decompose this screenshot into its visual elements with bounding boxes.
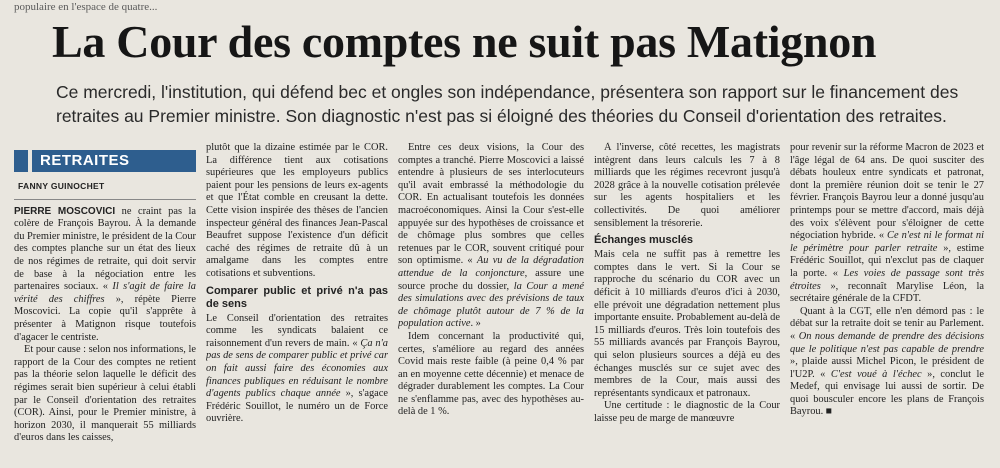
text: Entre ces deux visions, la Cour des comptes a tranché. Pierre Moscovici a laissé entendre à plusieurs de ses interlocuteurs qu'il avait embrassé la méthodologie du COR. En actualisant toutefois les données macroéconomiques. Ainsi la Cour s'est-elle appuyée sur des hypothèses de croissance et de chômage plus sombres que celles retenues par le COR, souvent critiqué pour son optimisme. « [398,142,584,267]
subheading: Comparer public et privé n'a pas de sens [206,284,388,310]
standfirst: Ce mercredi, l'institution, qui défend bec et ongles son indépendance, présentera son rapport sur le financement des retraites au Premier ministre. Son diagnostic n'est pas si éloigné des théories du Conseil d'orientation des retraites. [56,82,959,126]
paragraph [206,313,388,426]
quote: Au vu de la dégradation attendue de la conjoncture [398,255,584,279]
text: . » [470,318,481,330]
quote: On nous demande de prendre des décisions que le politique n'est pas capable de prendre [790,330,984,355]
paragraph: Mais cela ne suffit pas à remettre les comptes dans le vert. Si la Cour se rapproche du scénario du COR avec un déficit à 10 milliards d'euros d'ici à 2030, elle prévoit une dégradation nettement plus importante ensuite. Probablement au-delà de 15 milliards d'euros. Très loin toutefois des 55 milliards avancés par François Bayrou, qui selon plusieurs sources a déjà eu des échanges musclés sur ce sujet avec des membres de la Cour, mais aussi des représentants syndicaux et patronaux. [594,249,780,399]
byline-rule [14,199,196,200]
text: », reconnaît Marylise Léon, la secrétaire générale de la CFDT. [790,280,984,305]
text: », plaide aussi Michel Picon, le président de l'U2P. « [790,356,984,380]
rubric-label: RETRAITES [32,150,196,172]
column-2 [206,142,388,468]
paragraph [14,206,196,345]
paragraph: Et pour cause : selon nos informations, le rapport de la Cour des comptes ne retient pas la théorie selon laquelle le déficit des régimes serait bien supérieur à celui établi par le Conseil d'orientation des retraites (COR). Ainsi, pour le Premier ministre, à horizon 2030, il manquerait 55 milliards d'euros dans les caisses, [14,344,196,444]
quote: Ça n'a pas de sens de comparer public et privé car on fait aussi faire des économies aux finances publiques en réduisant le nombre d'agents publics chaque année [206,337,388,400]
column-3 [398,142,584,468]
headline: La Cour des comptes ne suit pas Matignon [52,16,877,67]
paragraph [790,306,984,419]
paragraph: plutôt que la dizaine estimée par le COR. La différence tient aux cotisations supérieures que les employeurs publics paient pour les pensions de leurs ex-agents et que l'État comble en creusant la dette. Cette vision inspirée des thèses de l'ancien inspecteur général des finances Jean-Pascal Beaufret suppose l'existence d'un déficit caché des régimes de retraite dû à un amalgame dans les comptes entre cotisations et subventions. [206,142,388,279]
text: Quant à la CGT, elle n'en démord pas : le débat sur la retraite doit se tenir au Parlement. « [790,305,984,342]
lead-name: PIERRE MOSCOVICI [14,205,116,217]
text: , assure une source proche du dossier, [398,267,584,292]
text: ne craint pas la colère de François Bayrou. À la demande du Premier ministre, le président de la Cour des comptes planche sur un état des lieux de nos régimes de retraite, qui doit servir de base à la négociation entre les partenaires sociaux. « [14,205,196,293]
text: », estime Frédéric Souillot, qui n'exclut pas de claquer la porte. « [790,242,984,279]
text: », conclut le Medef, qui envisage lui aussi de sortir. De quoi bousculer encore les plans de François Bayrou. ■ [790,368,984,418]
byline: FANNY GUINOCHET [18,181,105,191]
paragraph [790,142,984,306]
quote: C'est voué à l'échec [830,368,922,380]
text: pour revenir sur la réforme Macron de 2023 et l'âge légal de 64 ans. De quoi susciter des débats houleux entre syndicats et patronat, dont la première réunion doit se tenir le 27 février. François Bayrou leur a donné jusqu'au printemps pour se mettre d'accord, mais déjà des voix s'élèvent pour s'éloigner de cette négociation hybride. « [790,142,984,242]
paragraph: Une certitude : le diagnostic de la Cour laisse peu de marge de manœuvre [594,400,780,424]
text: », répète Pierre Moscovici. La copie qu'il s'apprête à présenter à Matignon risque toutefois d'agacer le centriste. [14,293,196,343]
quote: Les voies de passage sont très étroites [790,267,984,292]
column-1 [14,150,196,468]
text: », s'agace Frédéric Souillot, le numéro un de Force ouvrière. [206,388,388,425]
paragraph: Idem concernant la productivité qui, certes, s'améliore au regard des années Covid mais reste faible (à peine 0,4 % par an en moyenne cette décennie) et menace de dégrader durablement les comptes. La Cour ne s'enflamme pas, avec des hypothèses au-delà de 1 %. [398,330,584,418]
text: Le Conseil d'orientation des retraites comme les syndicats balaient ce raisonnement d'un revers de main. « [206,312,388,349]
paragraph: À l'inverse, côté recettes, les magistrats intègrent dans leurs calculs les 7 à 8 milliards que les régimes recevront jusqu'à 2028 grâce à la nouvelle cotisation prélevée sur les agents hospitaliers et les collectivités. De quoi améliorer sensiblement la trésorerie. [594,142,780,229]
column-5 [790,142,984,468]
quote: la Cour a mené des simulations avec des prévisions de taux de chômage plutôt autour de 7 % de la population active [398,280,584,330]
quote: Il s'agit de faire la vérité des chiffres [14,281,196,305]
column-4 [594,142,780,468]
subheading: Échanges musclés [594,234,694,247]
topline: populaire en l'espace de quatre... [14,1,158,13]
quote: Ce n'est ni le format ni le périmètre pour parler retraite [790,230,984,254]
paragraph [398,142,584,331]
